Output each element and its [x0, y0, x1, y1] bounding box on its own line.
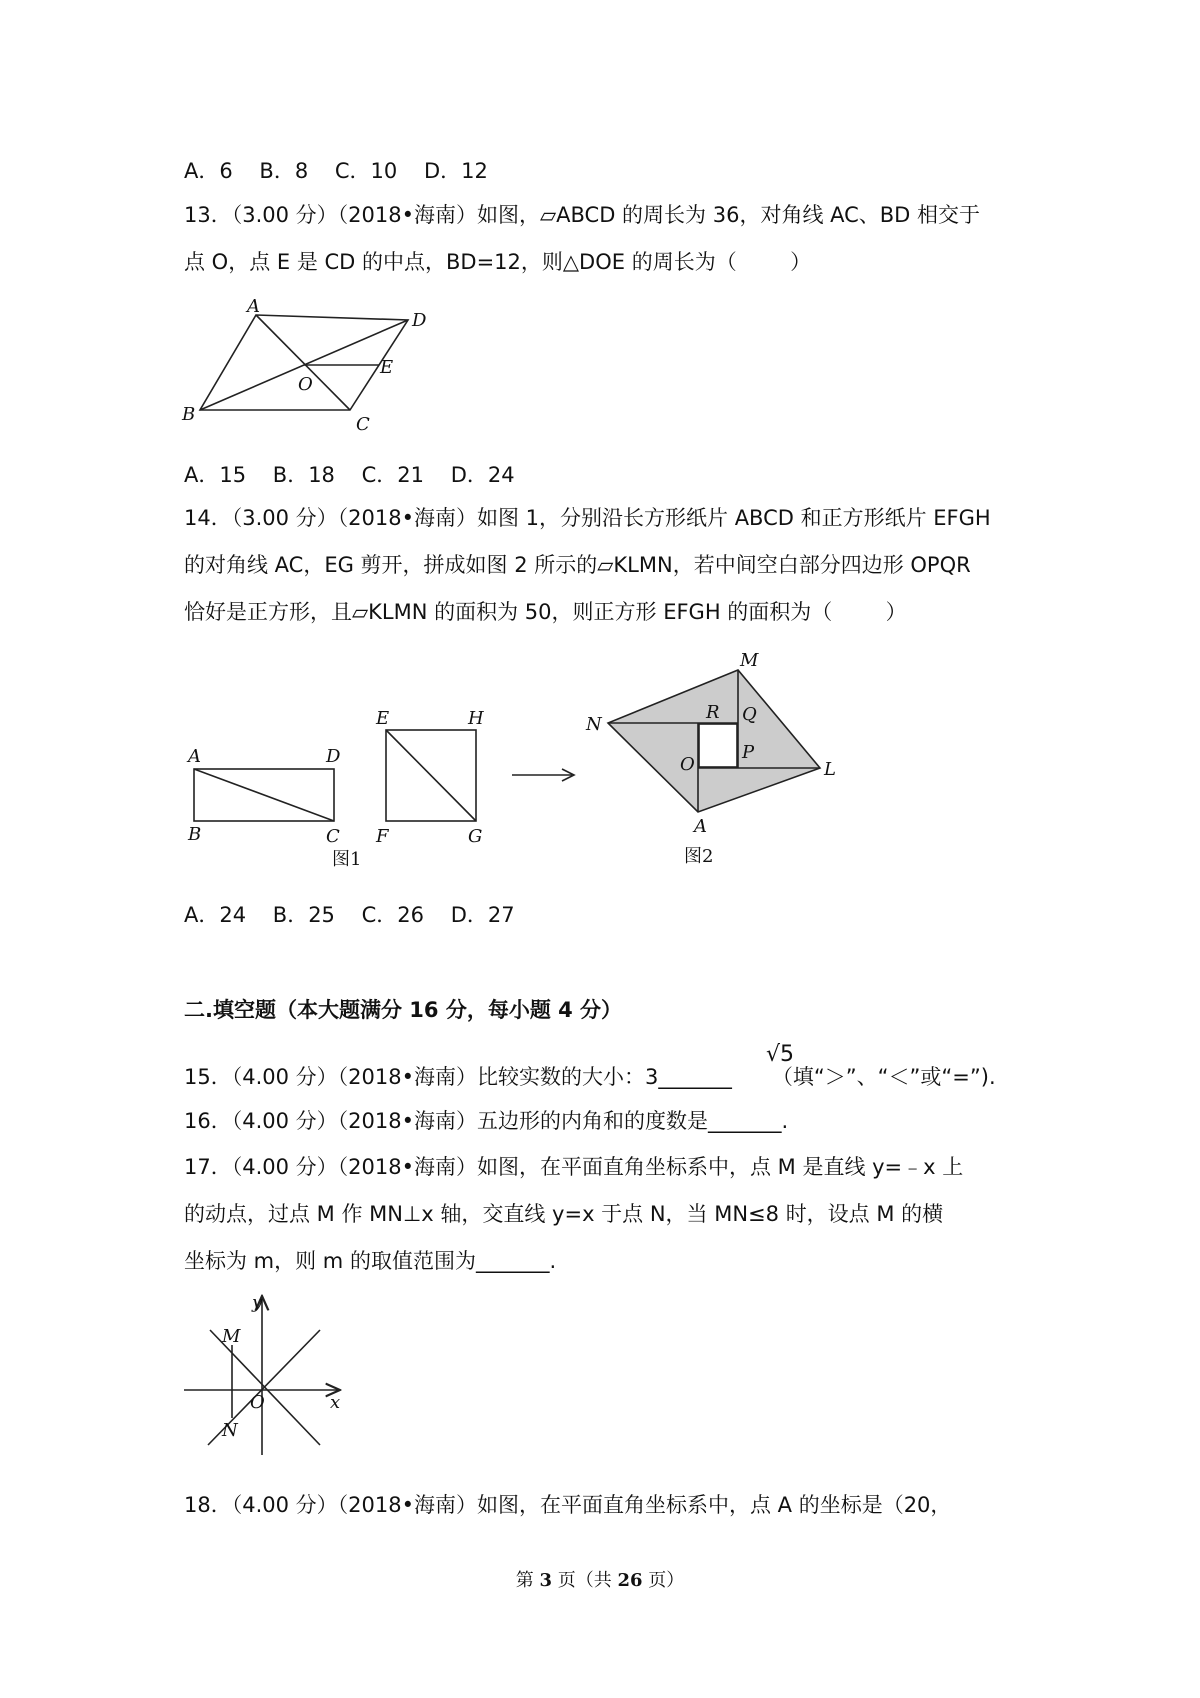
q15-line1: 15．（4.00 分）（2018•海南）比较实数的大小：3_______ （填“＞”、“＜”或“=”). [184, 1065, 996, 1089]
fig2-caption: 图2 [684, 846, 714, 867]
label-c: C [356, 414, 370, 435]
label-d: D [326, 746, 341, 767]
label-y: y [252, 1292, 263, 1313]
q16-line1: 16．（4.00 分）（2018•海南）五边形的内角和的度数是_______. [184, 1109, 789, 1133]
label-b: B [182, 404, 196, 425]
label-b: B [188, 824, 202, 845]
q13-choices: A．15 B．18 C．21 D．24 [184, 463, 515, 487]
q14-line3: 恰好是正方形，且▱KLMN 的面积为 50，则正方形 EFGH 的面积为（ ） [184, 600, 907, 624]
q12-choices: A．6 B．8 C．10 D．12 [184, 159, 488, 183]
footer-middle: 页（共 [552, 1570, 618, 1591]
label-m: M [740, 650, 759, 671]
label-d: D [412, 310, 427, 331]
sqrt5-expression: √5 [766, 1042, 795, 1067]
label-e: E [376, 708, 390, 729]
q13-parallelogram-figure [180, 296, 450, 440]
diagonal-ac [256, 315, 350, 410]
label-o: O [298, 374, 313, 395]
section-title: 二.填空题（本大题满分 16 分，每小题 4 分） [184, 998, 623, 1022]
label-n: N [222, 1420, 238, 1441]
label-q: Q [742, 704, 757, 725]
label-f: F [376, 826, 389, 847]
label-o: O [250, 1392, 265, 1413]
footer-total-pages: 26 [617, 1570, 643, 1591]
transform-arrow [510, 765, 580, 785]
diagonal-eg [386, 730, 476, 821]
label-a: A [188, 746, 201, 767]
q18-line1: 18．（4.00 分）（2018•海南）如图，在平面直角坐标系中，点 A 的坐标是（20， [184, 1493, 952, 1517]
label-c: C [326, 826, 340, 847]
label-e: E [380, 357, 394, 378]
label-m: M [222, 1326, 241, 1347]
q14-choices: A．24 B．25 C．26 D．27 [184, 903, 515, 927]
q14-line1: 14．（3.00 分）（2018•海南）如图 1，分别沿长方形纸片 ABCD 和正方形纸片 EFGH [184, 506, 991, 530]
label-p: P [742, 742, 755, 763]
diagonal-ac [194, 769, 334, 821]
label-o: O [680, 754, 695, 775]
q13-line1: 13．（3.00 分）（2018•海南）如图，▱ABCD 的周长为 36，对角线 AC、BD 相交于 [184, 203, 981, 227]
label-a: A [247, 296, 260, 317]
label-n: N [586, 714, 602, 735]
footer-suffix: 页） [642, 1570, 685, 1591]
label-h: H [468, 708, 484, 729]
label-g: G [468, 826, 483, 847]
footer-page-number: 3 [539, 1570, 552, 1591]
q17-coordinate-figure [180, 1290, 360, 1460]
q17-line1: 17．（4.00 分）（2018•海南）如图，在平面直角坐标系中，点 M 是直线 y=﹣x 上 [184, 1155, 964, 1179]
page-footer [0, 1566, 1200, 1592]
q13-line2: 点 O，点 E 是 CD 的中点，BD=12，则△DOE 的周长为（ ） [184, 250, 812, 274]
fig1-caption: 图1 [332, 849, 362, 870]
label-r: R [706, 702, 720, 723]
q17-line3: 坐标为 m，则 m 的取值范围为_______. [184, 1249, 557, 1273]
footer-prefix: 第 [515, 1570, 540, 1591]
label-a: A [694, 816, 707, 837]
q14-figure-1 [180, 700, 500, 875]
label-x: x [330, 1392, 341, 1413]
label-l: L [824, 759, 836, 780]
square-opqr [699, 724, 737, 767]
q17-line2: 的动点，过点 M 作 MN⊥x 轴，交直线 y=x 于点 N，当 MN≤8 时，设点 M 的横 [184, 1202, 944, 1226]
q14-figure-2 [580, 650, 840, 875]
q14-line2: 的对角线 AC，EG 剪开，拼成如图 2 所示的▱KLMN，若中间空白部分四边形 OPQR [184, 553, 971, 577]
